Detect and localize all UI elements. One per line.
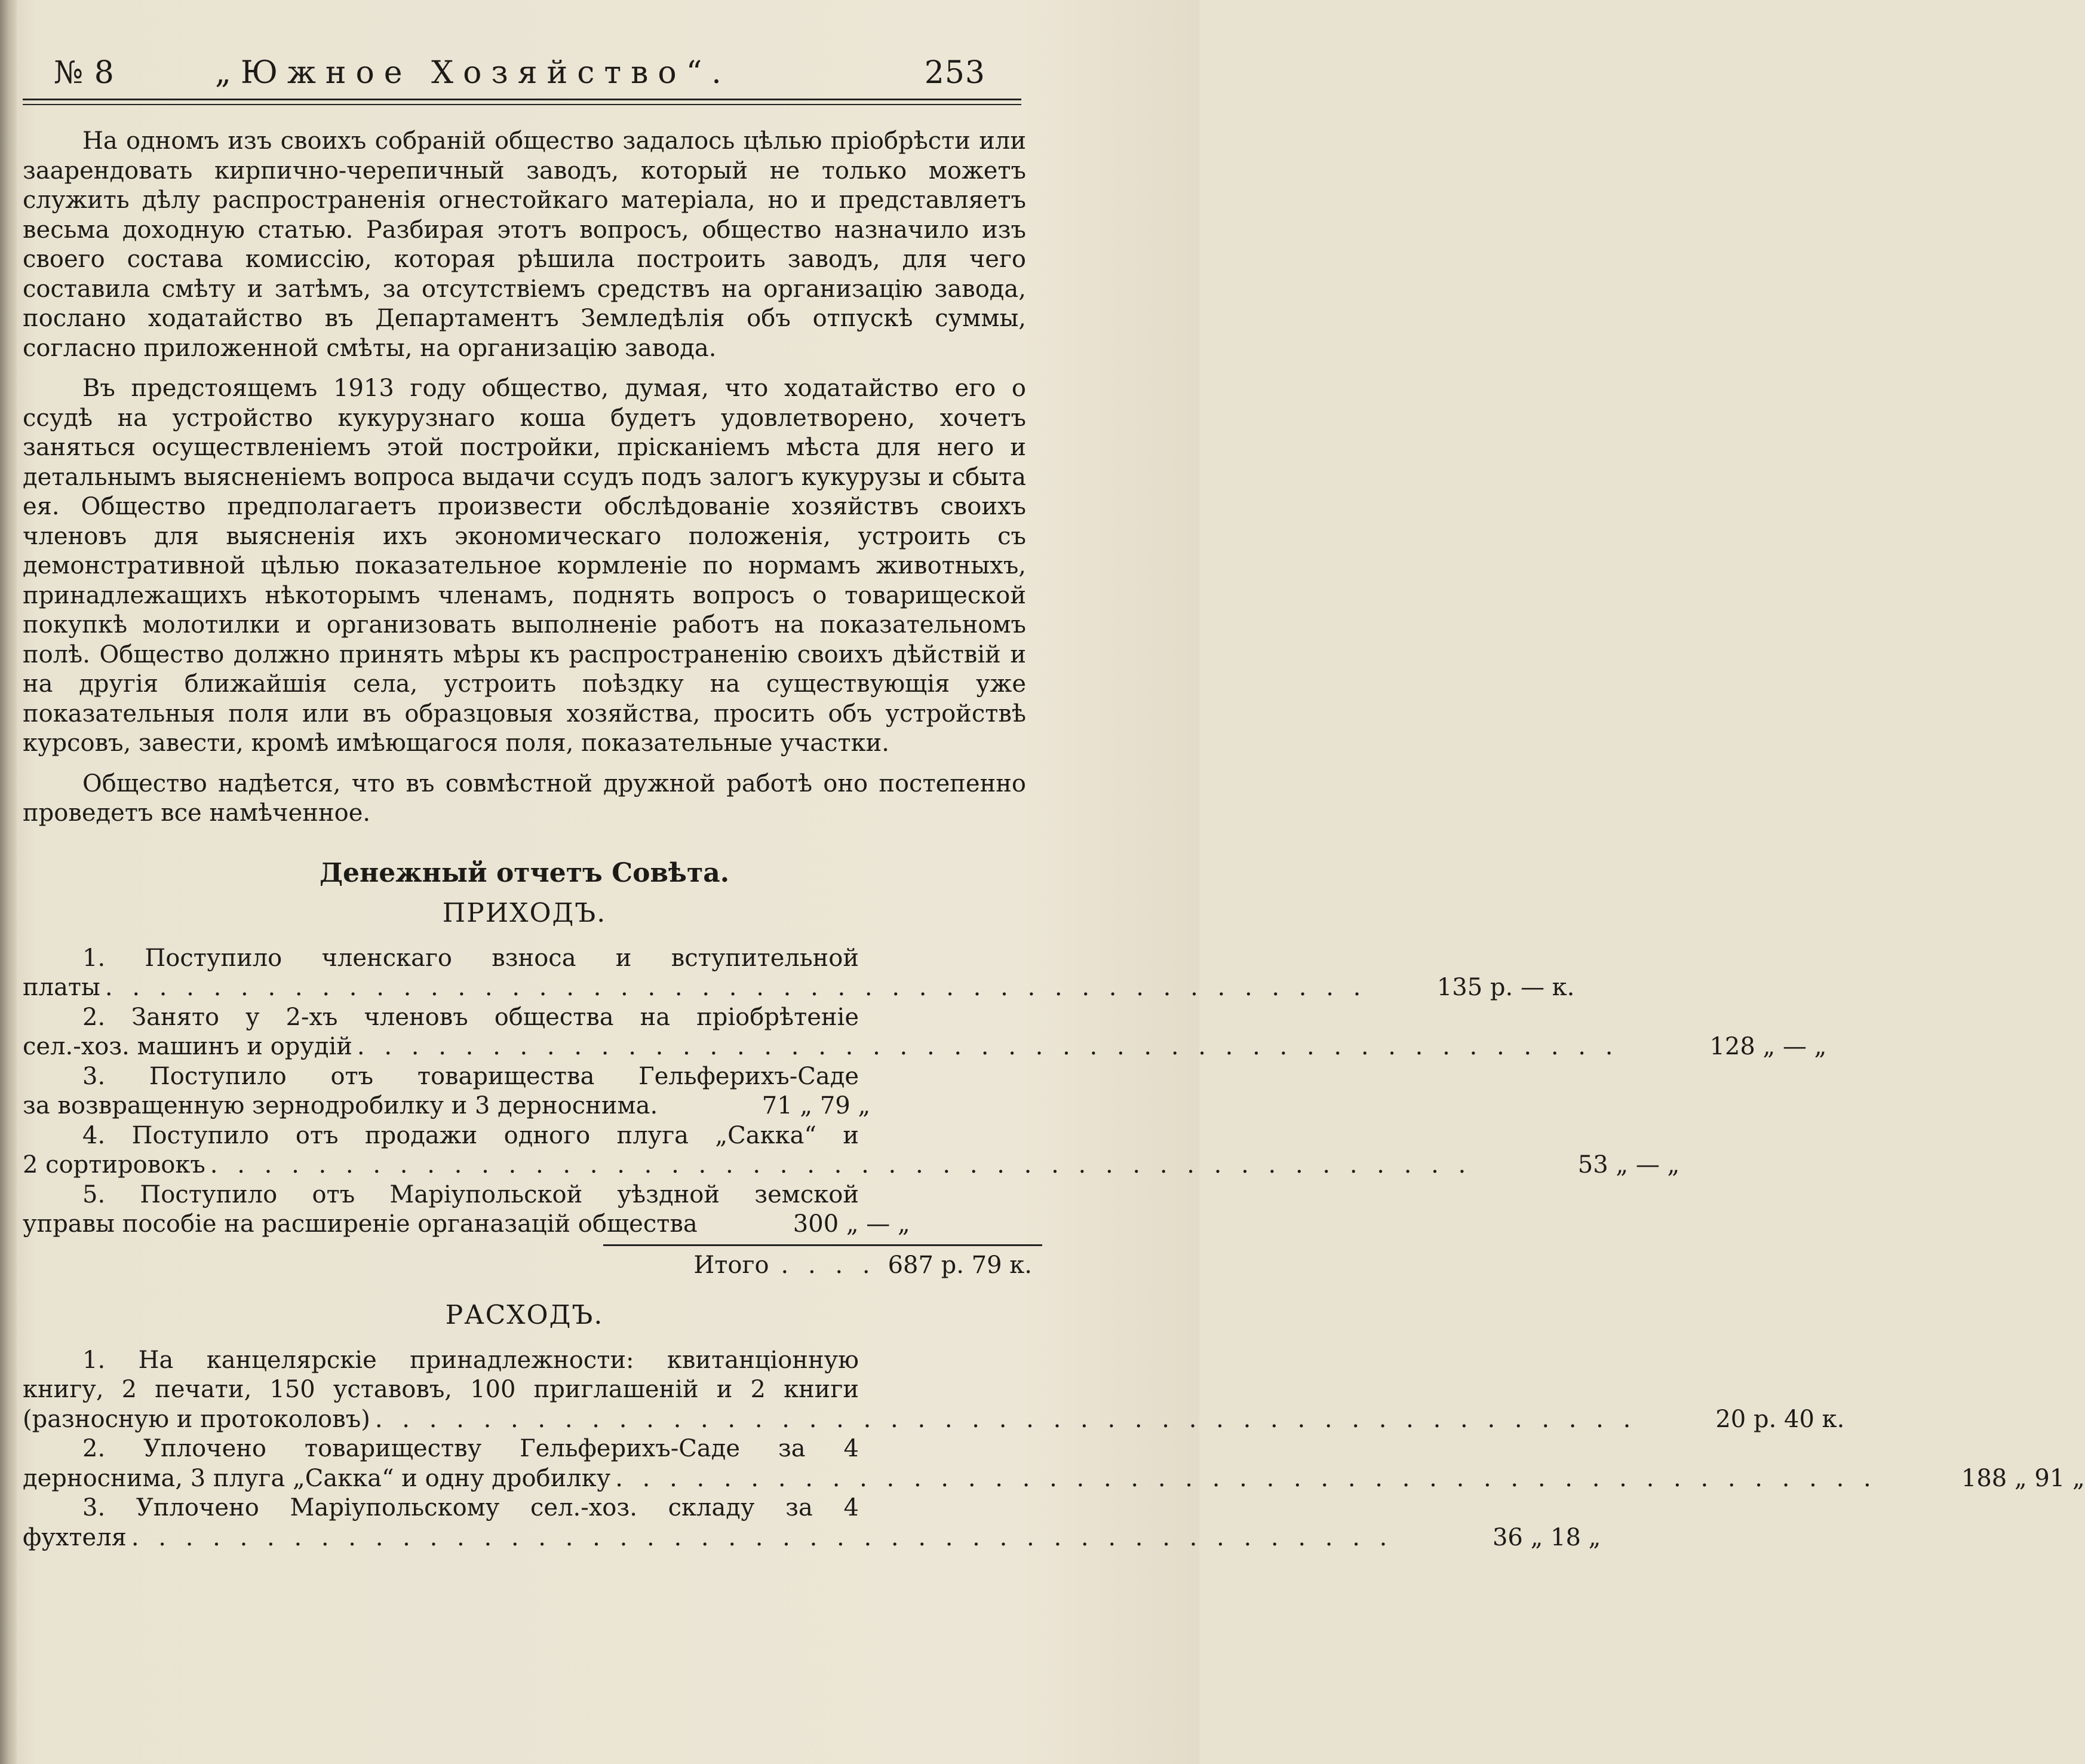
- income-entry-4: [23, 1121, 1680, 1180]
- entry-amount: 20 р. 40 к.: [1715, 1405, 1845, 1433]
- issue-number: № 8: [54, 55, 115, 91]
- header-rule-top: [23, 99, 1021, 100]
- expense-entry-3: [23, 1493, 1601, 1553]
- expense-heading: РАСХОДЪ.: [445, 1300, 604, 1330]
- leader-dots: . . . . . . . . . . . . . . . . . . . . . . . . . . . . . . . . . . . . . . . . . . . . . . .: [357, 1033, 1619, 1060]
- entry-desc: дерноснима, 3 плуга „Сакка“ и одну дробилку: [23, 1464, 611, 1492]
- running-header: [54, 55, 985, 97]
- page-body: [23, 127, 2085, 1553]
- income-entry-2: [23, 1003, 1827, 1062]
- total-label: Итого: [693, 1251, 769, 1279]
- entry-desc: платы: [23, 974, 100, 1001]
- leader-dots: . . . . . . . . . . . . . . . . . . . . . . . . . . . . . . . . . . . . . . . . . . . . . . .: [374, 1405, 1637, 1433]
- entry-text: 1. Поступило членскаго взноса и вступительной: [82, 944, 859, 972]
- paragraph-2: Въ предстоящемъ 1913 году общество, думая, что ходатайство его о ссудѣ на устройство кукурузнаго коша будетъ удовлетворено, хочетъ заняться осуществленіемъ этой постройки, прісканіемъ мѣста для него и детальнымъ выясненіемъ вопроса выдачи ссудъ подъ залогъ кукурузы и сбыта ея. Общество предполагаетъ произвести обслѣдованіе хозяйствъ своихъ членовъ для выясненія ихъ экономическаго положенія, устроить съ демонстративной цѣлью показательное кормленіе по нормамъ животныхъ, принадлежащихъ нѣкоторымъ членамъ, поднять вопросъ о товарищеской покупкѣ молотилки и организовать выполненіе работъ на показательномъ полѣ. Общество должно принять мѣры къ распространенію своихъ дѣйствій и на другія ближайшія села, устроить поѣздку на существующія уже показательныя поля или въ образцовыя хозяйства, просить объ устройствѣ курсовъ, завести, кромѣ имѣющагося поля, показательные участки.: [23, 375, 1026, 757]
- leader-dots: . . . . . . . . . . . . . . . . . . . . . . . . . . . . . . . . . . . . . . . . . . . . . . .: [105, 974, 1367, 1001]
- total-amount: 687 р. 79 к.: [888, 1251, 1032, 1279]
- entry-amount: 53 „ — „: [1577, 1151, 1680, 1179]
- paragraph-3: Общество надѣется, что въ совмѣстной дружной работѣ оно постепенно проведетъ все намѣченное.: [23, 769, 1026, 827]
- entry-amount: 128 „ — „: [1709, 1033, 1827, 1060]
- entry-desc: за возвращенную зернодробилку и 3 дерноснима.: [23, 1092, 658, 1119]
- entry-text: 1. На канцелярскіе принадлежности: квитанціонную: [82, 1346, 859, 1374]
- paragraph-1: На одномъ изъ своихъ собраній общество задалось цѣлью пріобрѣсти или заарендовать кирпично-черепичный заводъ, который не только можетъ служить дѣлу распространенія огнестойкаго матеріала, но и представляетъ весьма доходную статью. Разбирая этотъ вопросъ, общество назначило изъ своего состава комиссію, которая рѣшила построить заводъ, для чего составила смѣту и затѣмъ, за отсутствіемъ средствъ на организацію завода, послано ходатайство въ Департаментъ Земледѣлія объ отпускѣ суммы, согласно приложенной смѣты, на организацію завода.: [23, 127, 1026, 362]
- binding-spine: [0, 0, 17, 1764]
- entry-desc: фухтеля: [23, 1523, 127, 1551]
- entry-text: 4. Поступило отъ продажи одного плуга „Сакка“ и: [82, 1121, 859, 1149]
- total-rule: [603, 1244, 1042, 1246]
- income-entry-5: [23, 1180, 910, 1240]
- entry-desc: 2 сортировокъ: [23, 1151, 205, 1179]
- expense-entry-1: [23, 1346, 1845, 1435]
- income-entry-3: [23, 1062, 871, 1121]
- entry-amount: 71 „ 79 „: [761, 1092, 871, 1119]
- entry-text: 2. Занято у 2-хъ членовъ общества на пріобрѣтеніе: [82, 1003, 859, 1031]
- entry-text: 2. Уплочено товариществу Гельферихъ-Саде за 4: [82, 1435, 859, 1462]
- entry-amount: 36 „ 18 „: [1492, 1523, 1601, 1551]
- entry-amount: 135 р. — к.: [1436, 974, 1575, 1001]
- journal-title: „Южное Хозяйство“.: [215, 55, 731, 91]
- leader-dots: . . . . . . . . . . . . . . . . . . . . . . . . . . . . . . . . . . . . . . . . . . . . . . .: [615, 1464, 1877, 1492]
- income-heading: ПРИХОДЪ.: [442, 898, 607, 928]
- entry-amount: 300 „ — „: [793, 1210, 910, 1238]
- entry-text-cont: книгу, 2 печати, 150 уставовъ, 100 приглашеній и 2 книги: [23, 1376, 859, 1403]
- total-dots: . . . .: [781, 1251, 876, 1279]
- entry-text: 3. Поступило отъ товарищества Гельферихъ-Саде: [82, 1062, 859, 1090]
- page-number: 253: [924, 55, 985, 91]
- entry-desc: управы пособіе на расширеніе органазацій общества: [23, 1210, 698, 1238]
- leader-dots: . . . . . . . . . . . . . . . . . . . . . . . . . . . . . . . . . . . . . . . . . . . . . . .: [131, 1523, 1393, 1551]
- leader-dots: . . . . . . . . . . . . . . . . . . . . . . . . . . . . . . . . . . . . . . . . . . . . . . .: [210, 1151, 1472, 1179]
- header-rule-bottom: [23, 104, 1021, 105]
- entry-desc: сел.-хоз. машинъ и орудій: [23, 1033, 352, 1060]
- entry-text: 5. Поступило отъ Маріупольской уѣздной земской: [82, 1180, 859, 1208]
- income-total: [23, 1251, 1032, 1281]
- entry-desc: (разносную и протоколовъ): [23, 1405, 370, 1433]
- expense-entry-2: [23, 1434, 2085, 1493]
- income-entry-1: [23, 944, 1575, 1003]
- entry-text: 3. Уплочено Маріупольскому сел.-хоз. складу за 4: [82, 1494, 859, 1521]
- report-title: Денежный отчетъ Совѣта.: [319, 857, 730, 888]
- entry-amount: 188 „ 91 „: [1961, 1464, 2085, 1492]
